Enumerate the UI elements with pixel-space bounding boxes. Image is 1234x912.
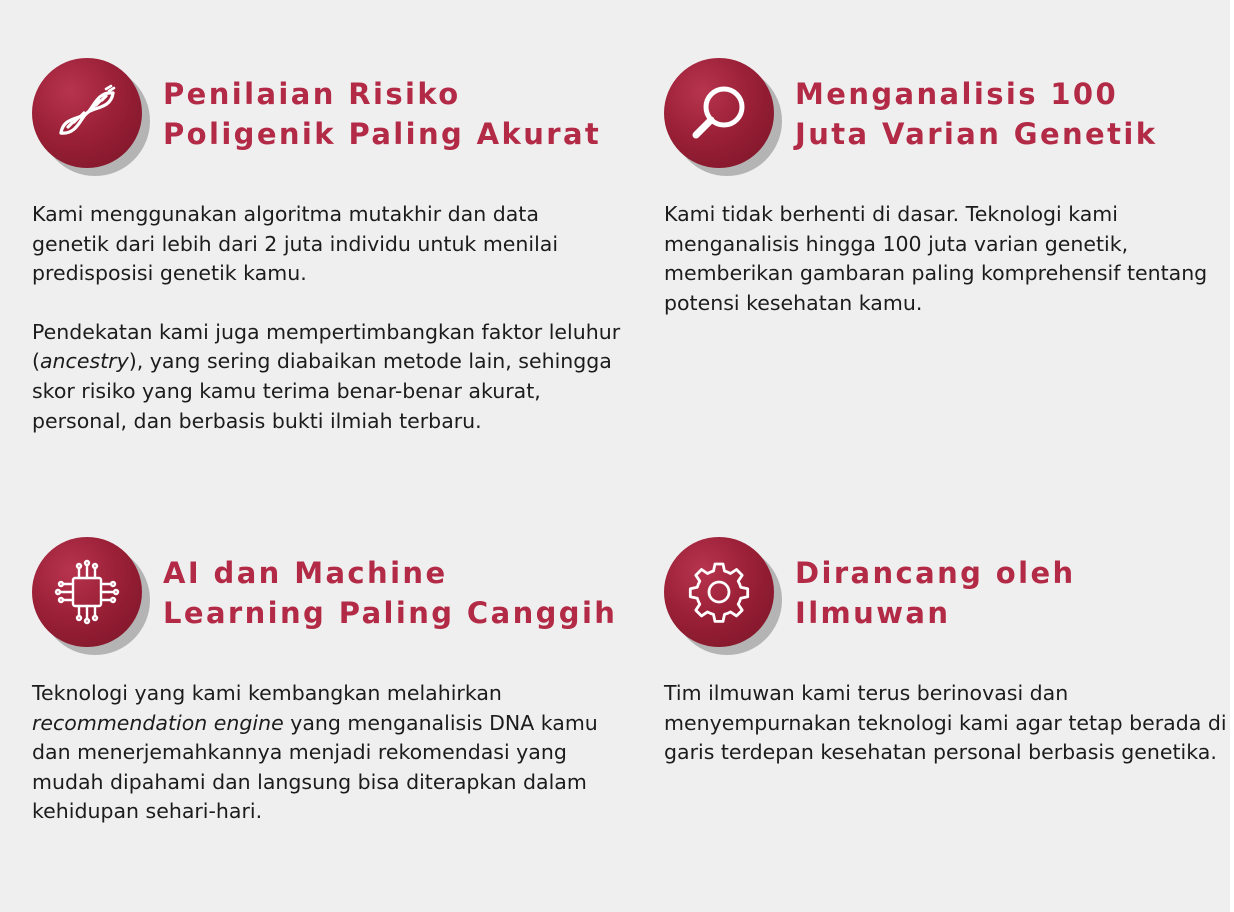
feature-title: Menganalisis 100 Juta Varian Genetik — [795, 77, 1158, 151]
feature-polygenic-risk — [32, 58, 622, 465]
badge-circle — [664, 58, 774, 168]
feature-genetic-variants — [664, 58, 1234, 347]
feature-scientists — [664, 537, 1234, 797]
feature-badge — [664, 537, 784, 655]
paragraph: Pendekatan kami juga mempertimbangkan faktor leluhur (ancestry), yang sering diabaikan metode lain, sehingga skor risiko yang kamu terima benar-benar akurat, personal, dan berbasis bukti ilmiah terbaru. — [32, 319, 621, 433]
badge-circle — [664, 537, 774, 647]
recommendation-engine-term: recommendation engine — [32, 710, 284, 735]
feature-title: Dirancang oleh Ilmuwan — [795, 556, 1076, 630]
feature-title: Penilaian Risiko Poligenik Paling Akurat — [163, 77, 602, 151]
badge-circle — [32, 58, 142, 168]
ancestry-term: ancestry — [40, 349, 129, 374]
paragraph: Kami menggunakan algoritma mutakhir dan data genetik dari lebih dari 2 juta individu untuk menilai predisposisi genetik kamu. — [32, 202, 559, 286]
chip-icon — [51, 556, 123, 628]
feature-badge — [664, 58, 784, 176]
feature-description — [32, 200, 622, 436]
feature-description — [664, 679, 1234, 768]
feature-ai-ml — [32, 537, 622, 856]
feature-title: AI dan Machine Learning Paling Canggih — [163, 556, 618, 630]
feature-badge — [32, 58, 152, 176]
gear-icon — [683, 556, 755, 628]
magnifier-icon — [683, 77, 755, 149]
feature-badge — [32, 537, 152, 655]
feature-header — [664, 58, 1234, 178]
feature-description — [32, 679, 622, 827]
feature-header — [32, 537, 622, 657]
badge-circle — [32, 537, 142, 647]
paragraph: Tim ilmuwan kami terus berinovasi dan menyempurnakan teknologi kami agar tetap berada di garis terdepan kesehatan personal berbasis genetika. — [664, 681, 1227, 765]
feature-header — [664, 537, 1234, 657]
paragraph: Teknologi yang kami kembangkan melahirkan recommendation engine yang menganalisis DNA kamu dan menerjemahkannya menjadi rekomendasi yang mudah dipahami dan langsung bisa diterapkan dalam kehidupan sehari-hari. — [32, 681, 598, 824]
dna-icon — [51, 77, 123, 149]
paragraph: Kami tidak berhenti di dasar. Teknologi kami menganalisis hingga 100 juta varian genetik, memberikan gambaran paling komprehensif tentang potensi kesehatan kamu. — [664, 202, 1208, 315]
feature-description — [664, 200, 1234, 318]
feature-header — [32, 58, 622, 178]
